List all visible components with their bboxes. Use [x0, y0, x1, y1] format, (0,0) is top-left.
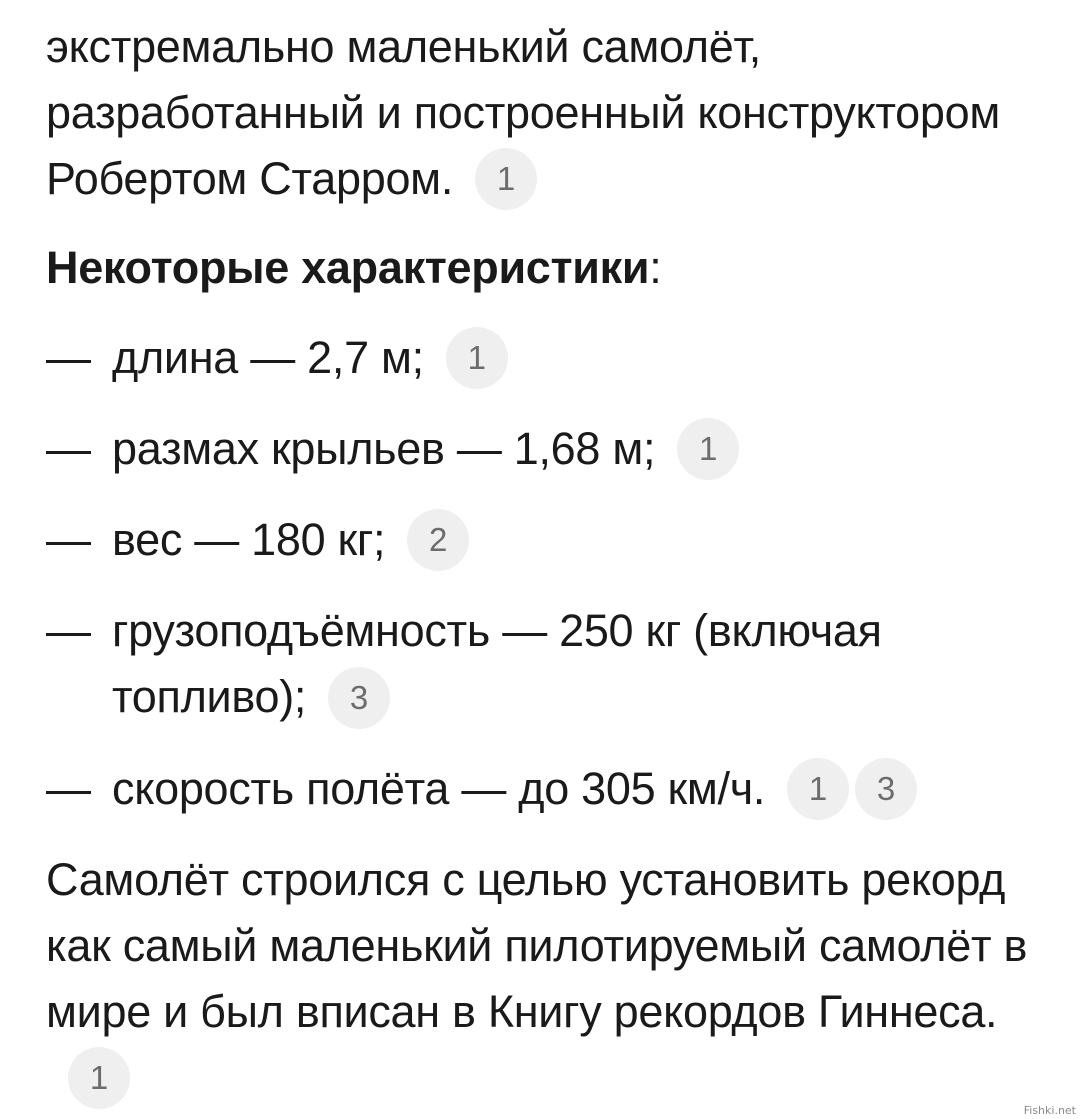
source-citation-badge[interactable]: 1 — [68, 1047, 130, 1109]
list-item — [46, 598, 1046, 731]
source-citation-badge[interactable]: 2 — [407, 509, 469, 571]
answer-content — [46, 14, 1046, 1112]
list-item — [46, 507, 1046, 574]
list-dash: — — [46, 605, 91, 657]
site-watermark: Fishki.net — [1023, 1104, 1076, 1117]
list-dash: — — [46, 762, 91, 814]
outro-text: Самолёт строился с целью установить рекорд как самый маленький пилотируемый самолёт в мире и был вписан в Книгу рекордов Гиннеса. — [46, 853, 1028, 1037]
list-dash: — — [46, 332, 91, 384]
list-item — [46, 325, 1046, 392]
source-citation-badge[interactable]: 1 — [787, 758, 849, 820]
source-citation-badge[interactable]: 3 — [328, 667, 390, 729]
list-item-text: скорость полёта — до 305 км/ч. — [112, 762, 766, 814]
list-item — [46, 416, 1046, 483]
intro-paragraph — [46, 14, 1046, 213]
characteristics-heading — [46, 235, 1046, 301]
heading-text: Некоторые характеристики — [46, 242, 650, 294]
source-citation-badge[interactable]: 1 — [446, 327, 508, 389]
list-item-text: вес — 180 кг; — [112, 514, 386, 566]
source-citation-badge[interactable]: 1 — [677, 418, 739, 480]
list-item-text: длина — 2,7 м; — [112, 332, 424, 384]
outro-paragraph — [46, 847, 1046, 1112]
list-dash: — — [46, 514, 91, 566]
source-citation-badge[interactable]: 1 — [475, 148, 537, 210]
characteristics-list — [46, 325, 1046, 823]
intro-text: экстремально маленький самолёт, разработанный и построенный конструктором Робертом Старром. — [46, 21, 1000, 204]
list-dash: — — [46, 423, 91, 475]
source-citation-badge[interactable]: 3 — [855, 758, 917, 820]
heading-colon: : — [649, 242, 662, 294]
list-item-text: грузоподъёмность — 250 кг (включая топливо); — [112, 605, 882, 723]
list-item — [46, 756, 1046, 823]
list-item-text: размах крыльев — 1,68 м; — [112, 423, 656, 475]
